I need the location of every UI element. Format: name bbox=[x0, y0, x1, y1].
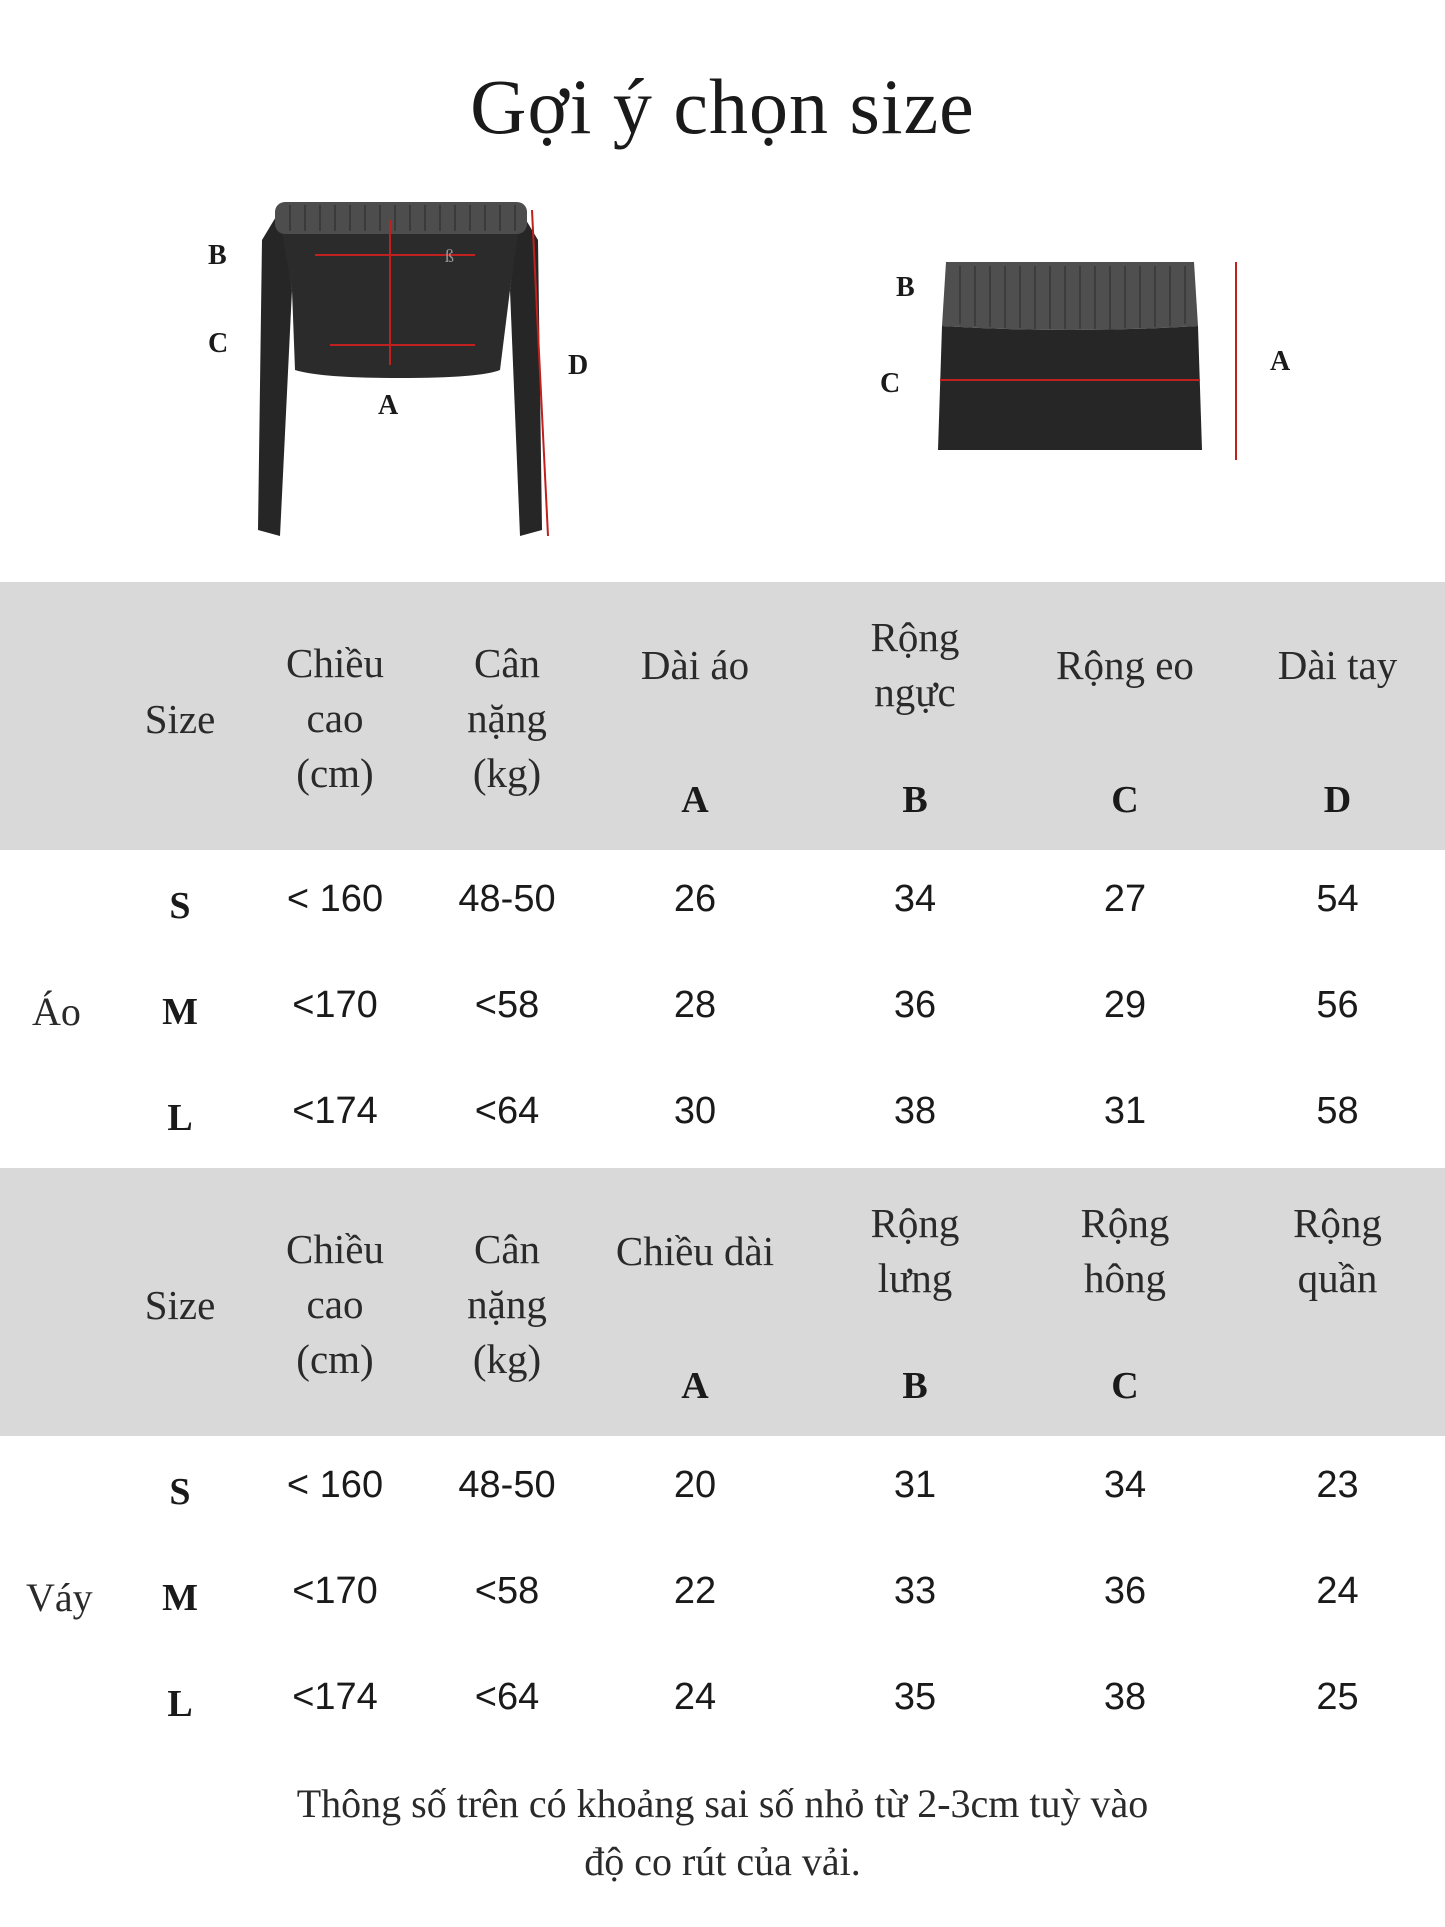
ao-header-letter-b: B bbox=[902, 779, 928, 821]
ao-header-letter-a: A bbox=[681, 779, 709, 821]
ao-row-m2: 38 bbox=[893, 1090, 937, 1132]
vay-header-letter-b: B bbox=[902, 1365, 928, 1407]
vay-row-height: <174 bbox=[292, 1676, 378, 1718]
vay-row-size: S bbox=[169, 1471, 191, 1513]
ao-row-m2: 36 bbox=[893, 984, 937, 1026]
ao-row-m3: 29 bbox=[1103, 984, 1147, 1026]
ao-header-sleeve: Dài tay bbox=[1277, 642, 1398, 688]
ao-row-weight: 48-50 bbox=[458, 878, 556, 920]
skirt-label-b: B bbox=[896, 272, 915, 303]
vay-row-m1: 22 bbox=[673, 1570, 717, 1612]
vay-row-m4: 23 bbox=[1316, 1464, 1359, 1506]
svg-text:ß: ß bbox=[445, 246, 454, 266]
ao-row-m4: 54 bbox=[1316, 878, 1359, 920]
vay-header-weight: Cân nặng (kg) bbox=[467, 1226, 547, 1382]
vay-row-height: <170 bbox=[292, 1570, 378, 1612]
ao-header-length: Dài áo bbox=[640, 642, 750, 688]
ao-header-chest: Rộng ngực bbox=[870, 614, 960, 715]
vay-row-m3: 38 bbox=[1103, 1676, 1147, 1718]
ao-row-m1: 26 bbox=[673, 878, 717, 920]
ao-row-weight: <58 bbox=[474, 984, 540, 1026]
vay-header-letter-a: A bbox=[681, 1365, 709, 1407]
ao-row-m1: 28 bbox=[673, 984, 717, 1026]
vay-row-m3: 36 bbox=[1103, 1570, 1147, 1612]
top-label-b: B bbox=[208, 240, 227, 271]
vay-header-length: Chiều dài bbox=[615, 1228, 775, 1274]
ao-row-m1: 30 bbox=[673, 1090, 717, 1132]
vay-row-weight: <64 bbox=[474, 1676, 540, 1718]
vay-row-m3: 34 bbox=[1103, 1464, 1147, 1506]
vay-row-m2: 33 bbox=[893, 1570, 937, 1612]
footnote bbox=[0, 1775, 1445, 1891]
vay-group-label: Váy bbox=[26, 1575, 93, 1620]
vay-row-size: M bbox=[162, 1577, 198, 1619]
off-shoulder-top-icon bbox=[180, 180, 620, 550]
vay-row-m2: 35 bbox=[893, 1676, 937, 1718]
ao-header-letter-c: C bbox=[1111, 779, 1139, 821]
vay-row-size: L bbox=[167, 1683, 193, 1725]
vay-row-m1: 24 bbox=[673, 1676, 717, 1718]
skirt-diagram bbox=[880, 250, 1300, 480]
footnote-line-1: Thông số trên có khoảng sai số nhỏ từ 2-3cm tuỳ vào bbox=[296, 1781, 1149, 1826]
vay-row-weight: 48-50 bbox=[458, 1464, 556, 1506]
footnote-line-2: độ co rút của vải. bbox=[584, 1839, 861, 1884]
ao-header-waist: Rộng eo bbox=[1056, 642, 1194, 688]
ao-header-height: Chiều cao (cm) bbox=[286, 640, 384, 796]
ao-row-height: <170 bbox=[292, 984, 378, 1026]
ao-row-size: S bbox=[169, 885, 191, 927]
ao-header-letter-d: D bbox=[1323, 779, 1352, 821]
mini-skirt-icon bbox=[880, 250, 1300, 480]
ao-group-label: Áo bbox=[32, 989, 81, 1034]
vay-header-height: Chiều cao (cm) bbox=[286, 1226, 384, 1382]
ao-row-size: M bbox=[162, 991, 198, 1033]
vay-row-m4: 25 bbox=[1316, 1676, 1359, 1718]
vay-row-m4: 24 bbox=[1316, 1570, 1359, 1612]
ao-row-height: < 160 bbox=[286, 878, 384, 920]
ao-header-size: Size bbox=[144, 696, 216, 742]
ao-row-m3: 31 bbox=[1103, 1090, 1147, 1132]
ao-row-size: L bbox=[167, 1097, 193, 1139]
ao-row-height: <174 bbox=[292, 1090, 378, 1132]
vay-row-m1: 20 bbox=[673, 1464, 717, 1506]
skirt-label-c: C bbox=[880, 368, 901, 399]
top-label-d: D bbox=[568, 350, 589, 381]
page-title: Gợi ý chọn size bbox=[470, 63, 975, 150]
vay-header-waistband: Rộng lưng bbox=[870, 1200, 960, 1301]
vay-row-height: < 160 bbox=[286, 1464, 384, 1506]
ao-row-m4: 56 bbox=[1316, 984, 1359, 1026]
vay-header-letter-c: C bbox=[1111, 1365, 1139, 1407]
vay-row-weight: <58 bbox=[474, 1570, 540, 1612]
vay-row-m2: 31 bbox=[893, 1464, 937, 1506]
ao-row-weight: <64 bbox=[474, 1090, 540, 1132]
top-label-a: A bbox=[378, 390, 399, 421]
top-label-c: C bbox=[208, 328, 229, 359]
ao-row-m4: 58 bbox=[1316, 1090, 1359, 1132]
vay-header-size: Size bbox=[144, 1282, 216, 1328]
vay-header-hip: Rộng hông bbox=[1080, 1200, 1170, 1301]
top-diagram bbox=[180, 180, 620, 550]
vay-header-shorts: Rộng quần bbox=[1293, 1200, 1382, 1301]
ao-row-m2: 34 bbox=[893, 878, 937, 920]
skirt-label-a: A bbox=[1270, 346, 1291, 377]
ao-header-weight: Cân nặng (kg) bbox=[467, 640, 547, 796]
ao-row-m3: 27 bbox=[1103, 878, 1147, 920]
